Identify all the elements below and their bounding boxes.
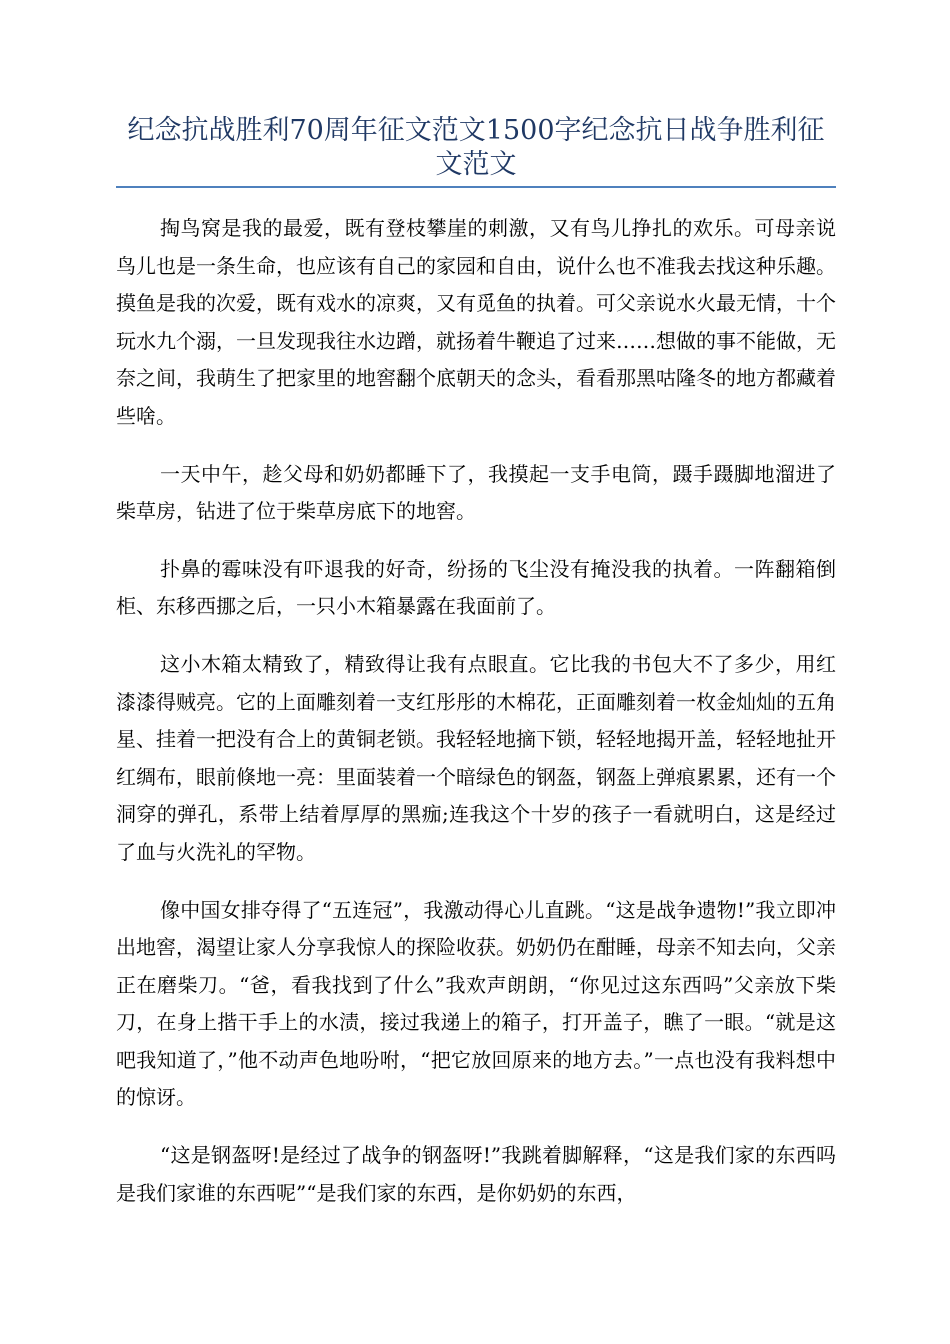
document-title: 纪念抗战胜利70周年征文范文1500字纪念抗日战争胜利征文范文 — [127, 115, 825, 180]
paragraph: 一天中午，趁父母和奶奶都睡下了，我摸起一支手电筒，蹑手蹑脚地溜进了柴草房，钻进了位于柴草房底下的地窖。 — [116, 461, 836, 524]
paragraph: 扑鼻的霉味没有吓退我的好奇，纷扬的飞尘没有掩没我的执着。一阵翻箱倒柜、东移西挪之后，一只小木箱暴露在我面前了。 — [116, 556, 836, 619]
paragraph: 这小木箱太精致了，精致得让我有点眼直。它比我的书包大不了多少，用红漆漆得贼亮。它的上面雕刻着一支红彤彤的木棉花，正面雕刻着一枚金灿灿的五角星、挂着一把没有合上的黄铜老锁。我轻轻地摘下锁，轻轻地揭开盖，轻轻地扯开红绸布，眼前倏地一亮：里面装着一个暗绿色的钢盔，钢盔上弹痕累累，还有一个洞穿的弹孔，系带上结着厚厚的黑痂;连我这个十岁的孩子一看就明白，这是经过了血与火洗礼的罕物。 — [116, 651, 836, 864]
title-underline — [116, 186, 836, 188]
paragraph: 像中国女排夺得了“五连冠”，我激动得心儿直跳。“这是战争遗物!”我立即冲出地窖，渴望让家人分享我惊人的探险收获。奶奶仍在酣睡，母亲不知去向，父亲正在磨柴刀。“爸，看我找到了什么”我欢声朗朗，“你见过这东西吗”父亲放下柴刀，在身上揩干手上的水渍，接过我递上的箱子，打开盖子，瞧了一眼。“就是这吧我知道了，”他不动声色地吩咐，“把它放回原来的地方去。”一点也没有我料想中的惊讶。 — [116, 897, 836, 1110]
paragraph: “这是钢盔呀!是经过了战争的钢盔呀!”我跳着脚解释，“这是我们家的东西吗是我们家谁的东西呢”“是我们家的东西，是你奶奶的东西， — [116, 1143, 836, 1205]
paragraph: 掏鸟窝是我的最爱，既有登枝攀崖的刺激，又有鸟儿挣扎的欢乐。可母亲说鸟儿也是一条生命，也应该有自己的家园和自由，说什么也不准我去找这种乐趣。摸鱼是我的次爱，既有戏水的凉爽，又有觅鱼的执着。可父亲说水火最无情，十个玩水九个溺，一旦发现我往水边蹭，就扬着牛鞭追了过来……想做的事不能做，无奈之间，我萌生了把家里的地窖翻个底朝天的念头，看看那黑咕隆冬的地方都藏着些啥。 — [116, 216, 836, 428]
document-body — [116, 210, 836, 1232]
